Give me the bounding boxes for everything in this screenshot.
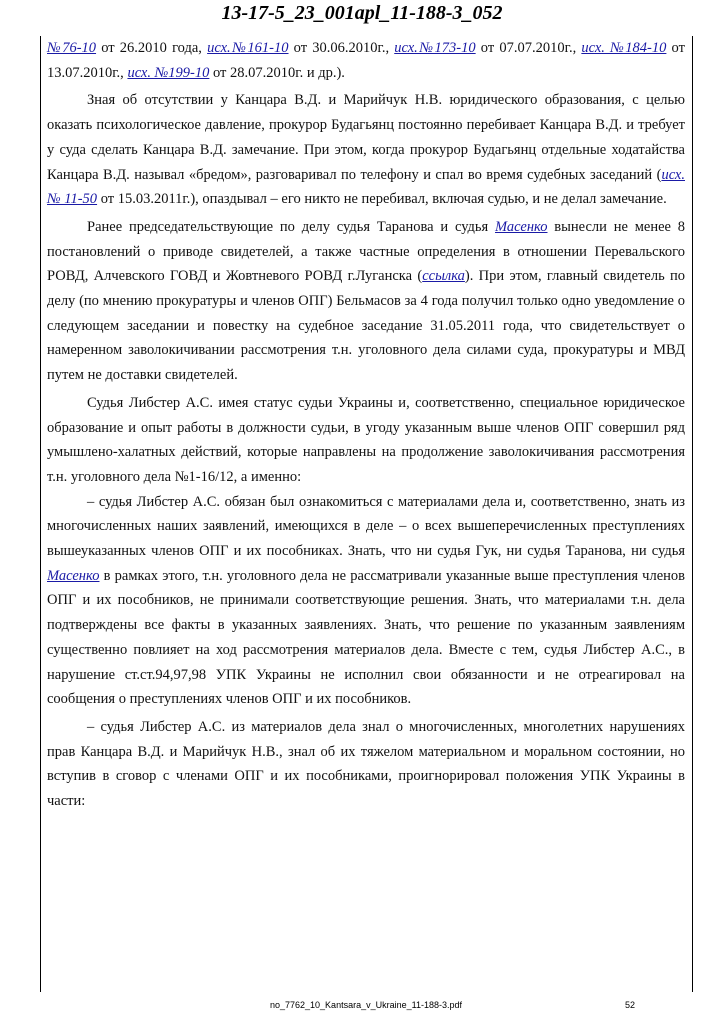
text: ). При этом, главный свидетель по делу (по мнению прокуратуры и членов ОПГ) Бельмасов за 4 года получил только одно уведомление о следующем заседании и повестку на судебное заседание 31.05.2011 года, что свидетельствует о намеренном заволокичивании рассмотрения т.н. уголовного дела силами суда, прокуратуры и МВД путем не доставки свидетелей. <box>47 268 686 384</box>
text: в рамках этого, т.н. уголовного дела не рассматривали указанные выше преступления членов ОПГ и их пособников, не принимали соответствующие решения. Знать, что материалами т.н. дела подтверждены все факты в указанных заявлениях. Знать, что решение по указанным заявлениям существенно повлияет на ход рассмотрения материалов дела. Вместе с тем, судья Либстер А.С., в нарушение ст.ст.94,97,98 УПК Украины не исполнил свои обязанности и не отреагировал на сообщения о преступлениях членов ОПГ и их пособников. <box>47 567 685 708</box>
text: от 28.07.2010г. и др.). <box>209 64 345 81</box>
paragraph-witnesses <box>47 215 685 388</box>
ref-link-76-10[interactable]: №76-10 <box>47 40 97 56</box>
text: от 15.03.2011г.), опаздывал – его никто не перебивал, включая судью, и не делал замечание. <box>97 191 667 208</box>
ref-link-161-10[interactable]: исх.№161-10 <box>207 40 289 56</box>
text: от 07.07.2010г., <box>475 40 582 56</box>
document-header-title: 13-17-5_23_001apl_11-188-3_052 <box>221 2 503 24</box>
ref-link-masenko[interactable]: Масенко <box>495 218 548 235</box>
text: – судья Либстер А.С. обязан был ознакомиться с материалами дела и, соответственно, знать из многочисленных наших заявлений, имеющихся в деле – о всех вышеперечисленных преступлениях вышеуказанных членов ОПГ и их пособниках. Знать, что ни судья Гук, ни судья Таранова, ни судья <box>47 493 685 560</box>
ref-link-173-10[interactable]: исх.№173-10 <box>394 40 476 56</box>
ref-link-ssylka[interactable]: ссылка <box>422 268 465 285</box>
ref-link-184-10[interactable]: исх. №184-10 <box>581 40 667 56</box>
footer-filename: no_7762_10_Kantsara_v_Ukraine_11-188-3.pdf <box>270 1000 462 1010</box>
text: от 13.07.2010г., <box>47 40 685 81</box>
ref-link-199-10[interactable]: исх. №199-10 <box>127 64 210 81</box>
ref-link-11-50[interactable]: исх. № 11-50 <box>47 166 685 208</box>
text: Ранее председательствующие по делу судья Таранова и судья <box>87 218 496 235</box>
text: от 30.06.2010г., <box>288 40 395 56</box>
paragraph-references <box>47 36 685 85</box>
text: Зная об отсутствии у Канцара В.Д. и Марийчук Н.В. юридического образования, с целью оказать психологическое давление, прокурор Будагьянц постоянно перебивает Канцара В.Д. и требует у суда сделать Канцара В.Д. замечание. При этом, когда прокурор Будагьянц отдельные ходатайства Канцара В.Д. называл «бредом», разговаривал по телефону и спал во время судебных заседаний ( <box>47 92 685 183</box>
paragraph-judge-libster: Судья Либстер А.С. имея статус судьи Украины и, соответственно, специальное юридическое образование и опыт работы в должности судьи, в угоду указанным выше членов ОПГ совершил ряд умышлено-халатных действий, которые направлены на продолжение заволокичивания рассмотрения т.н. уголовного дела №1-16/12, а именно: <box>47 394 685 485</box>
document-body <box>47 36 685 814</box>
left-border-line <box>40 36 41 992</box>
text: вынесли не менее 8 постановлений о приводе свидетелей, а также частные определения в отношении Перевальского РОВД, Алчевского ГОВД и Жовтневого РОВД г.Луганска ( <box>47 218 686 285</box>
ref-link-masenko-2[interactable]: Масенко <box>47 567 100 584</box>
text: от 26.2010 года, <box>96 40 208 56</box>
paragraph-obligations <box>47 490 685 712</box>
paragraph-violations: – судья Либстер А.С. из материалов дела знал о многочисленных, многолетних нарушениях прав Канцара В.Д. и Марийчук Н.В., знал об их тяжелом материальном и моральном состоянии, но вступив в сговор с членами ОПГ и их пособниками, проигнорировал положения УПК Украины в части: <box>47 718 685 810</box>
page-number: 52 <box>625 1000 636 1010</box>
paragraph-prosecutor <box>47 88 685 212</box>
right-border-line <box>692 36 693 992</box>
